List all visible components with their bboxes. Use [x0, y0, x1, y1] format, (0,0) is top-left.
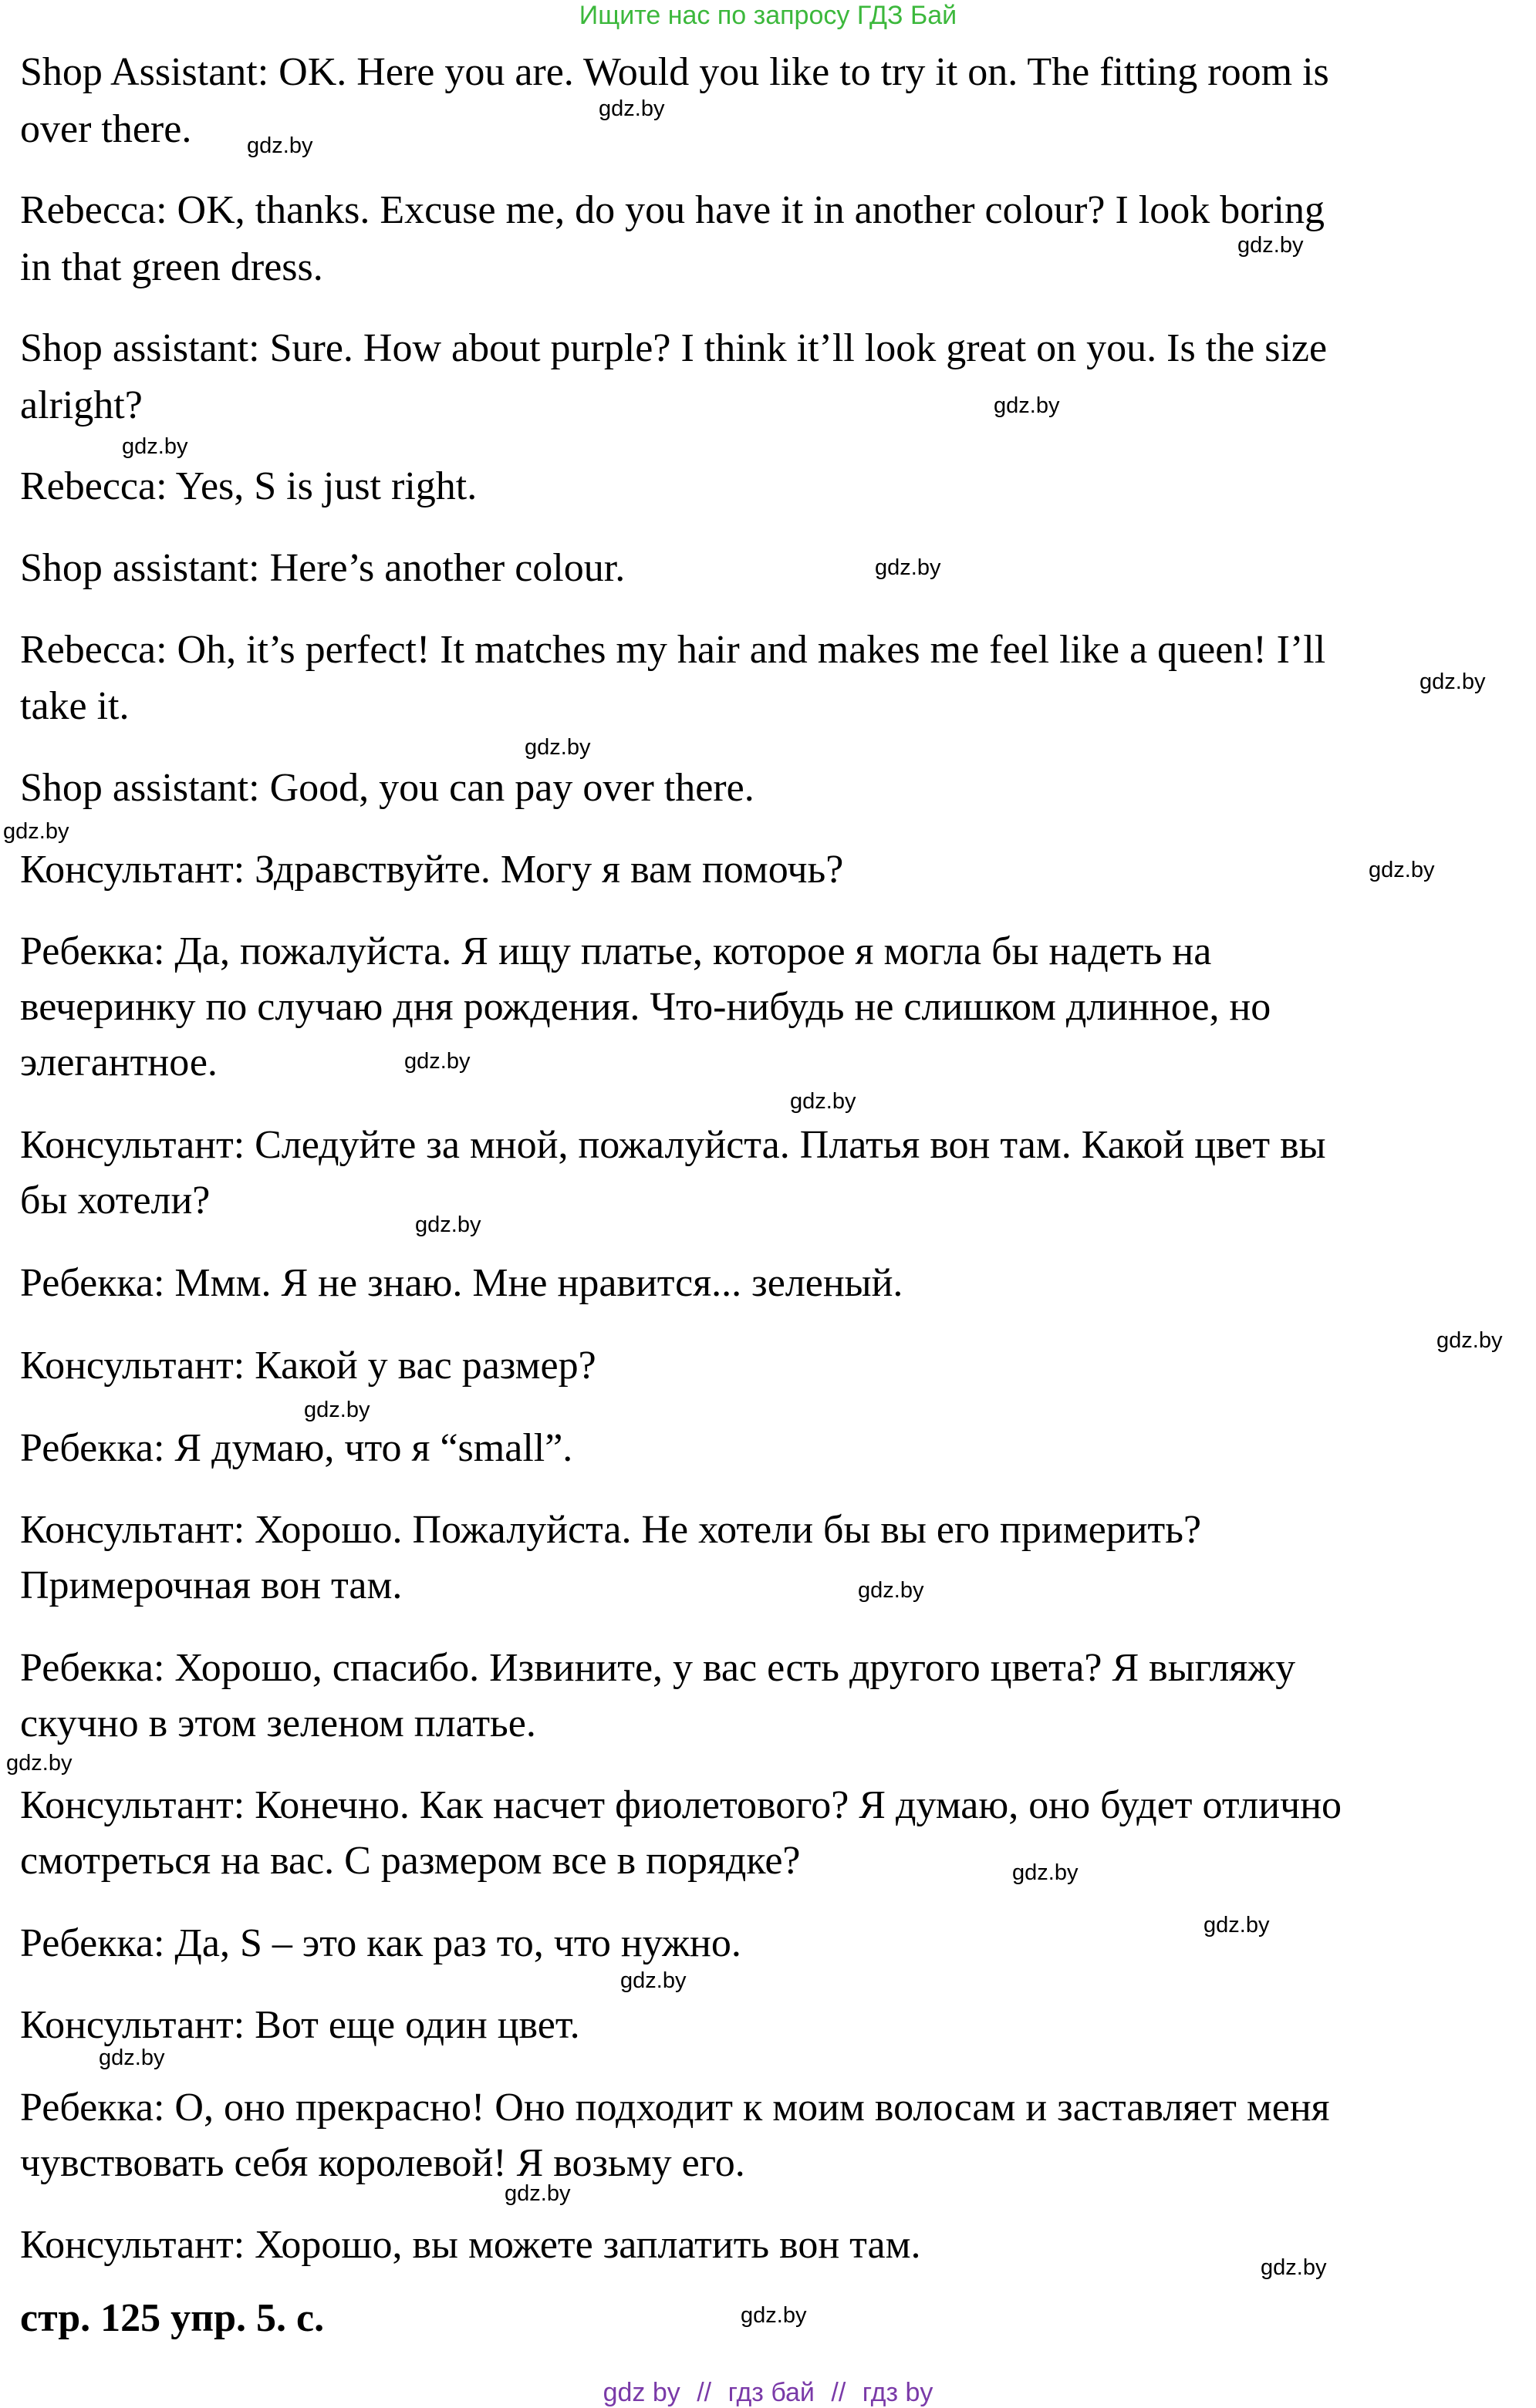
footer-link-gdz-bai[interactable]: гдз бай [727, 2378, 815, 2407]
watermark: gdz.by [505, 2181, 571, 2206]
watermark: gdz.by [415, 1212, 481, 1237]
text-line: Ребекка: Да, пожалуйста. Я ищу платье, которое я могла бы надеть на [20, 929, 1212, 973]
watermark: gdz.by [1436, 1328, 1503, 1353]
text-line: Консультант: Следуйте за мной, пожалуйста. Платья вон там. Какой цвет вы [20, 1123, 1326, 1167]
text-line: Ребекка: Я думаю, что я “small”. [20, 1426, 573, 1470]
footer-separator: // [697, 2378, 712, 2407]
text-line: Ребекка: Хорошо, спасибо. Извините, у вас есть другого цвета? Я выгляжу [20, 1646, 1296, 1690]
watermark: gdz.by [1369, 858, 1435, 882]
top-banner[interactable]: Ищите нас по запросу ГДЗ Бай [579, 1, 957, 30]
watermark: gdz.by [247, 133, 313, 158]
text-line: Консультант: Хорошо, вы можете заплатить вон там. [20, 2223, 921, 2267]
watermark: gdz.by [875, 555, 941, 580]
text-line: Rebecca: OK, thanks. Excuse me, do you have it in another colour? I look boring [20, 188, 1325, 232]
watermark: gdz.by [525, 735, 591, 760]
text-line: over there. [20, 107, 192, 151]
watermark: gdz.by [3, 819, 69, 844]
text-line: Rebecca: Oh, it’s perfect! It matches my hair and makes me feel like a queen! I’ll [20, 628, 1326, 672]
text-line: Shop Assistant: OK. Here you are. Would you like to try it on. The fitting room is [20, 50, 1329, 94]
watermark: gdz.by [99, 2045, 165, 2070]
watermark: gdz.by [1420, 669, 1486, 694]
footer-links [0, 2377, 1536, 2408]
text-line: Консультант: Здравствуйте. Могу я вам помочь? [20, 848, 844, 892]
text-line: Shop assistant: Good, you can pay over there. [20, 766, 754, 810]
watermark: gdz.by [790, 1089, 856, 1114]
text-line: Ребекка: Да, S – это как раз то, что нужно. [20, 1921, 741, 1965]
watermark: gdz.by [994, 393, 1060, 418]
text-line: смотреться на вас. С размером все в порядке? [20, 1839, 801, 1883]
text-line: Ребекка: О, оно прекрасно! Оно подходит к моим волосам и заставляет меня [20, 2086, 1330, 2130]
watermark: gdz.by [620, 1968, 687, 1993]
text-line: элегантное. [20, 1040, 218, 1084]
text-line: скучно в этом зеленом платье. [20, 1701, 536, 1745]
text-line: вечеринку по случаю дня рождения. Что-нибудь не слишком длинное, но [20, 985, 1271, 1029]
text-line: Консультант: Хорошо. Пожалуйста. Не хотели бы вы его примерить? [20, 1508, 1202, 1552]
text-line: Shop assistant: Here’s another colour. [20, 546, 626, 590]
text-line: Ребекка: Ммм. Я не знаю. Мне нравится... зеленый. [20, 1261, 903, 1305]
footer-separator: // [831, 2378, 846, 2407]
text-line: in that green dress. [20, 245, 323, 289]
watermark: gdz.by [1237, 233, 1304, 258]
watermark: gdz.by [122, 434, 188, 459]
footer-link-gdz-by-ru[interactable]: гдз by [862, 2378, 933, 2407]
exercise-heading: стр. 125 упр. 5. с. [20, 2296, 325, 2340]
text-line: Консультант: Вот еще один цвет. [20, 2003, 580, 2047]
text-line: чувствовать себя королевой! Я возьму его. [20, 2141, 745, 2185]
watermark: gdz.by [6, 1751, 73, 1776]
watermark: gdz.by [858, 1578, 924, 1603]
watermark: gdz.by [599, 96, 665, 121]
footer-link-gdz-by[interactable]: gdz by [603, 2378, 680, 2407]
text-line: Rebecca: Yes, S is just right. [20, 464, 478, 508]
watermark: gdz.by [404, 1049, 471, 1074]
text-line: Консультант: Какой у вас размер? [20, 1344, 596, 1388]
watermark: gdz.by [304, 1398, 370, 1422]
text-line: Shop assistant: Sure. How about purple? I think it’ll look great on you. Is the size [20, 326, 1328, 370]
text-line: Примерочная вон там. [20, 1563, 403, 1607]
text-line: take it. [20, 684, 130, 728]
text-line: Консультант: Конечно. Как насчет фиолетового? Я думаю, оно будет отлично [20, 1783, 1342, 1827]
watermark: gdz.by [741, 2303, 807, 2328]
watermark: gdz.by [1203, 1913, 1270, 1938]
watermark: gdz.by [1261, 2255, 1327, 2280]
watermark: gdz.by [1012, 1860, 1079, 1885]
text-line: бы хотели? [20, 1179, 211, 1223]
text-line: alright? [20, 383, 143, 427]
